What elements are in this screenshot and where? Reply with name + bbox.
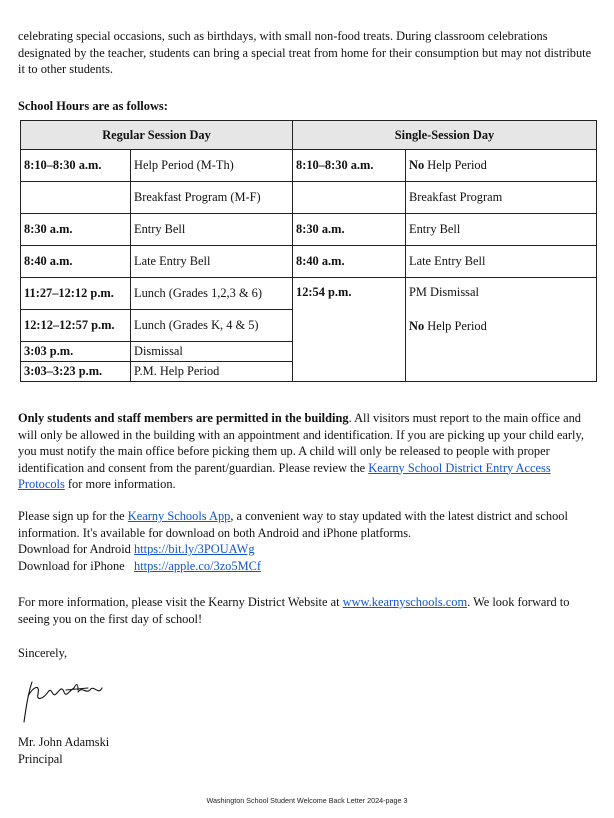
table-row [21, 214, 597, 246]
single-time-cell [293, 182, 406, 214]
single-time-cell: 8:10–8:30 a.m. [293, 150, 406, 182]
kearny-schools-app-link[interactable]: Kearny Schools App [127, 509, 231, 523]
app-before: Please sign up for the [18, 509, 128, 523]
regular-event-cell: Lunch (Grades 1,2,3 & 6) [131, 278, 293, 310]
regular-event-cell: P.M. Help Period [131, 362, 293, 382]
single-time-cell: 8:30 a.m. [293, 214, 406, 246]
more-info-paragraph [18, 594, 596, 627]
spacer [409, 301, 593, 318]
android-download-link[interactable]: https://bit.ly/3POUAWg [134, 542, 255, 556]
iphone-download-row [18, 558, 596, 575]
single-event-cell [406, 150, 597, 182]
school-hours-table [20, 120, 597, 382]
regular-event-cell: Lunch (Grades K, 4 & 5) [131, 310, 293, 342]
signer-title: Principal [18, 751, 63, 766]
closing: Sincerely, [18, 646, 68, 660]
single-event-cell: Late Entry Bell [406, 246, 597, 278]
pm-dismissal-text: PM Dismissal [409, 285, 479, 299]
visitor-policy-after: for more information. [64, 477, 176, 491]
single-time-cell: 12:54 p.m. [293, 278, 406, 382]
iphone-download-link[interactable]: https://apple.co/3zo5MCf [134, 558, 261, 573]
app-description [18, 508, 596, 541]
regular-time-cell: 8:40 a.m. [21, 246, 131, 278]
app-after: , a convenient way to stay updated with the latest district and school information. It's available for download on both Android and iPhone platforms. [18, 509, 568, 540]
no-emphasis: No [409, 158, 425, 173]
android-label: Download for Android [18, 542, 131, 556]
info-before: For more information, please visit the Kearny District Website at [18, 595, 343, 609]
regular-time-cell: 8:10–8:30 a.m. [21, 150, 131, 182]
regular-time-cell [21, 182, 131, 214]
regular-session-header: Regular Session Day [21, 121, 293, 150]
signer-name: Mr. John Adamski [18, 735, 110, 749]
signer-block [18, 734, 109, 767]
table-header-row [21, 121, 597, 150]
table-row [21, 182, 597, 214]
regular-time-cell: 3:03 p.m. [21, 342, 131, 362]
single-event-cell: Entry Bell [406, 214, 597, 246]
single-session-header: Single-Session Day [293, 121, 597, 150]
android-download-row [18, 541, 596, 558]
no-emphasis: No [409, 318, 425, 333]
regular-time-cell: 8:30 a.m. [21, 214, 131, 246]
info-after: . We look forward to seeing you on the first day of school! [18, 595, 570, 626]
regular-time-cell: 12:12–12:57 p.m. [21, 310, 131, 342]
regular-event-cell: Late Entry Bell [131, 246, 293, 278]
signature-image [18, 672, 110, 728]
single-time-cell: 8:40 a.m. [293, 246, 406, 278]
regular-event-cell: Dismissal [131, 342, 293, 362]
visitor-policy-paragraph [18, 410, 596, 493]
iphone-label: Download for iPhone [18, 558, 125, 573]
app-paragraph [18, 508, 596, 574]
entry-access-protocols-link[interactable]: Kearny School District Entry Access Protocols [18, 460, 551, 491]
no-help-period-text [409, 318, 593, 335]
single-event-text: Help Period [424, 158, 487, 173]
school-hours-heading: School Hours are as follows: [18, 99, 168, 113]
regular-event-cell: Breakfast Program (M-F) [131, 182, 293, 214]
help-period-text: Help Period [424, 318, 487, 333]
page-footer: Washington School Student Welcome Back Letter 2024-page 3 [206, 796, 408, 805]
regular-time-cell: 11:27–12:12 p.m. [21, 278, 131, 310]
single-event-cell [406, 278, 597, 382]
regular-event-cell: Entry Bell [131, 214, 293, 246]
table-row [21, 150, 597, 182]
regular-time-cell: 3:03–3:23 p.m. [21, 362, 131, 382]
intro-paragraph: celebrating special occasions, such as birthdays, with small non-food treats. During classroom celebrations designated by the teacher, students can bring a special treat from home for their consumption but may not distribute it to other students. [18, 29, 592, 76]
visitor-policy-bold: Only students and staff members are permitted in the building [18, 411, 349, 425]
visitor-policy-text: . All visitors must report to the main office and will only be allowed in the building with an appointment and identification. If you are picking up your child early, you must notify the main office before picking them up. A child will only be released to people with proper identification and consent from the parent/guardian. Please review the [18, 411, 584, 475]
district-website-link[interactable]: www.kearnyschools.com [342, 595, 468, 609]
regular-event-cell: Help Period (M-Th) [131, 150, 293, 182]
table-row [21, 278, 597, 310]
table-row [21, 246, 597, 278]
single-event-cell: Breakfast Program [406, 182, 597, 214]
